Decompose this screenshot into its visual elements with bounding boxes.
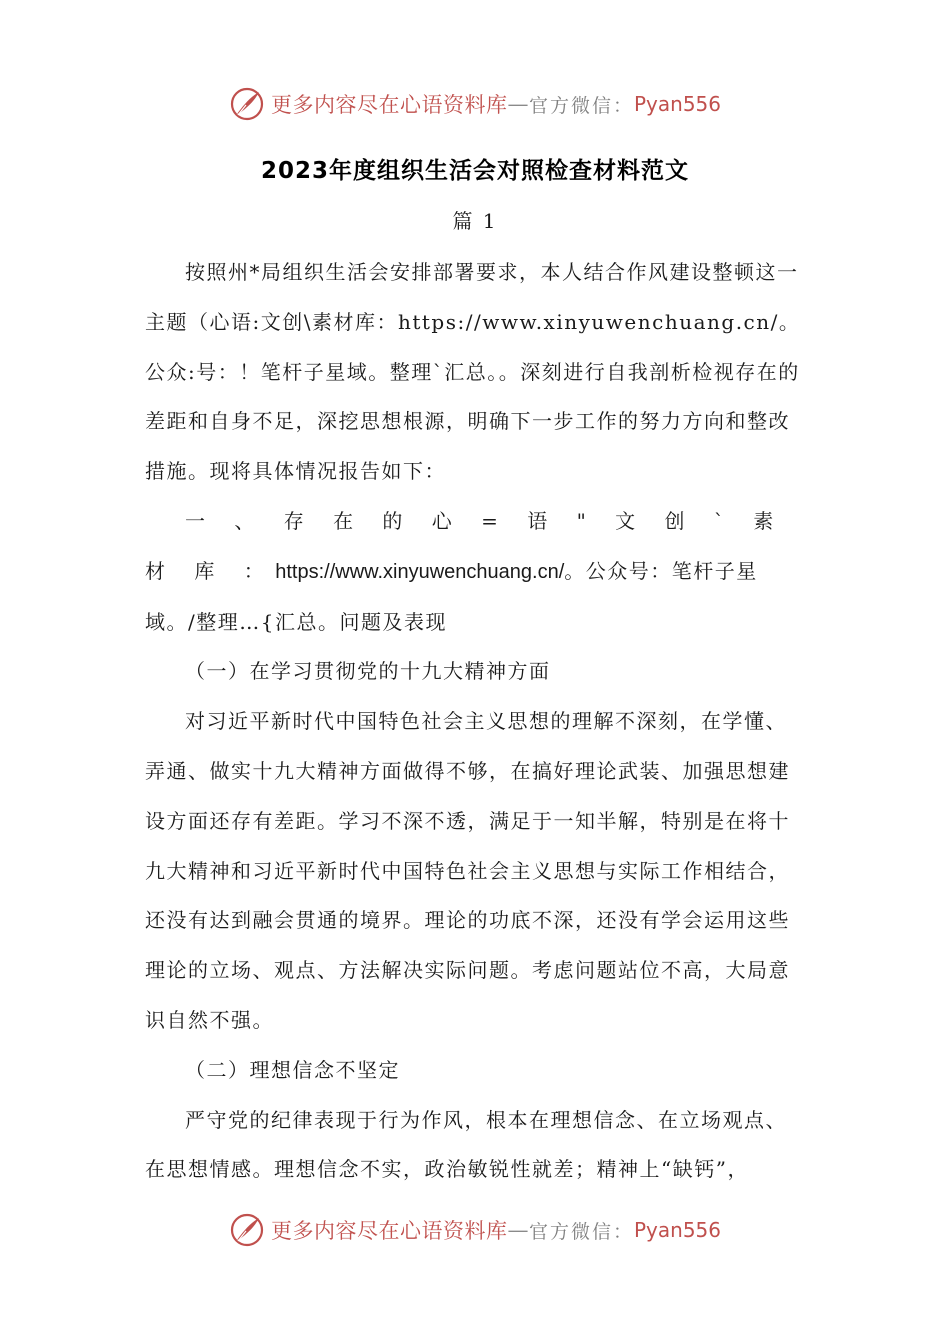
belief-paragraph: 严守党的纪律表现于行为作风，根本在理想信念、在立场观点、在思想情感。理想信念不实，政治敏锐性就差；精神上“缺钙”， xyxy=(145,1107,787,1182)
quill-logo-icon xyxy=(229,86,265,122)
section1-heading xyxy=(145,497,807,647)
banner-site-text: 更多内容尽在心语资料库 xyxy=(270,93,508,117)
banner-official-label: 官方微信： xyxy=(528,94,634,117)
document-body xyxy=(145,248,807,1195)
footer-banner xyxy=(0,1208,950,1252)
banner-wechat-id: Pyan556 xyxy=(634,92,722,116)
banner-site-text: 更多内容尽在心语资料库 xyxy=(270,1219,508,1243)
banner-official-label: 官方微信： xyxy=(528,1220,634,1243)
banner-wechat-id: Pyan556 xyxy=(634,1218,722,1242)
study-paragraph: 对习近平新时代中国特色社会主义思想的理解不深刻，在学懂、弄通、做实十九大精神方面做得不够，在搞好理论武装、加强思想建设方面还存有差距。学习不深不透，满足于一知半解，特别是在将十九大精神和习近平新时代中国特色社会主义思想与实际工作相结合，还没有达到融会贯通的境界。理论的功底不深，还没有学会运用这些理论的立场、观点、方法解决实际问题。考虑问题站位不高，大局意识自然不强。 xyxy=(145,709,790,1032)
subheading-1: （一）在学习贯彻党的十九大精神方面 xyxy=(185,659,551,684)
intro-paragraph: 按照州*局组织生活会安排部署要求，本人结合作风建设整顿这一主题（心语:文创\素材库：https://www.xinyuwenchuang.cn/。公众:号：！笔杆子星域。整理`汇总。。深刻进行自我剖析检视存在的差距和自身不足，深挖思想根源，明确下一步工作的努力方向和整改措施。现将具体情况报告如下： xyxy=(145,260,801,484)
banner-dash: — xyxy=(507,92,529,116)
document-subtitle: 篇 1 xyxy=(452,209,498,233)
section1-url: https://www.xinyuwenchuang.cn/ xyxy=(275,560,565,583)
document-title: 2023年度组织生活会对照检查材料范文 xyxy=(260,158,689,184)
subheading-2: （二）理想信念不坚定 xyxy=(185,1057,400,1082)
quill-logo-icon xyxy=(229,1212,265,1248)
banner-dash: — xyxy=(507,1218,529,1242)
section1-suffix: 。公众号：笔杆子星域。/整理…{汇总。问题及表现 xyxy=(145,558,758,634)
section1-prefix: 一 、 存 在 的 心 = 语 " 文 创 ` 素 材 库 ： xyxy=(145,508,785,583)
header-banner xyxy=(0,82,950,126)
